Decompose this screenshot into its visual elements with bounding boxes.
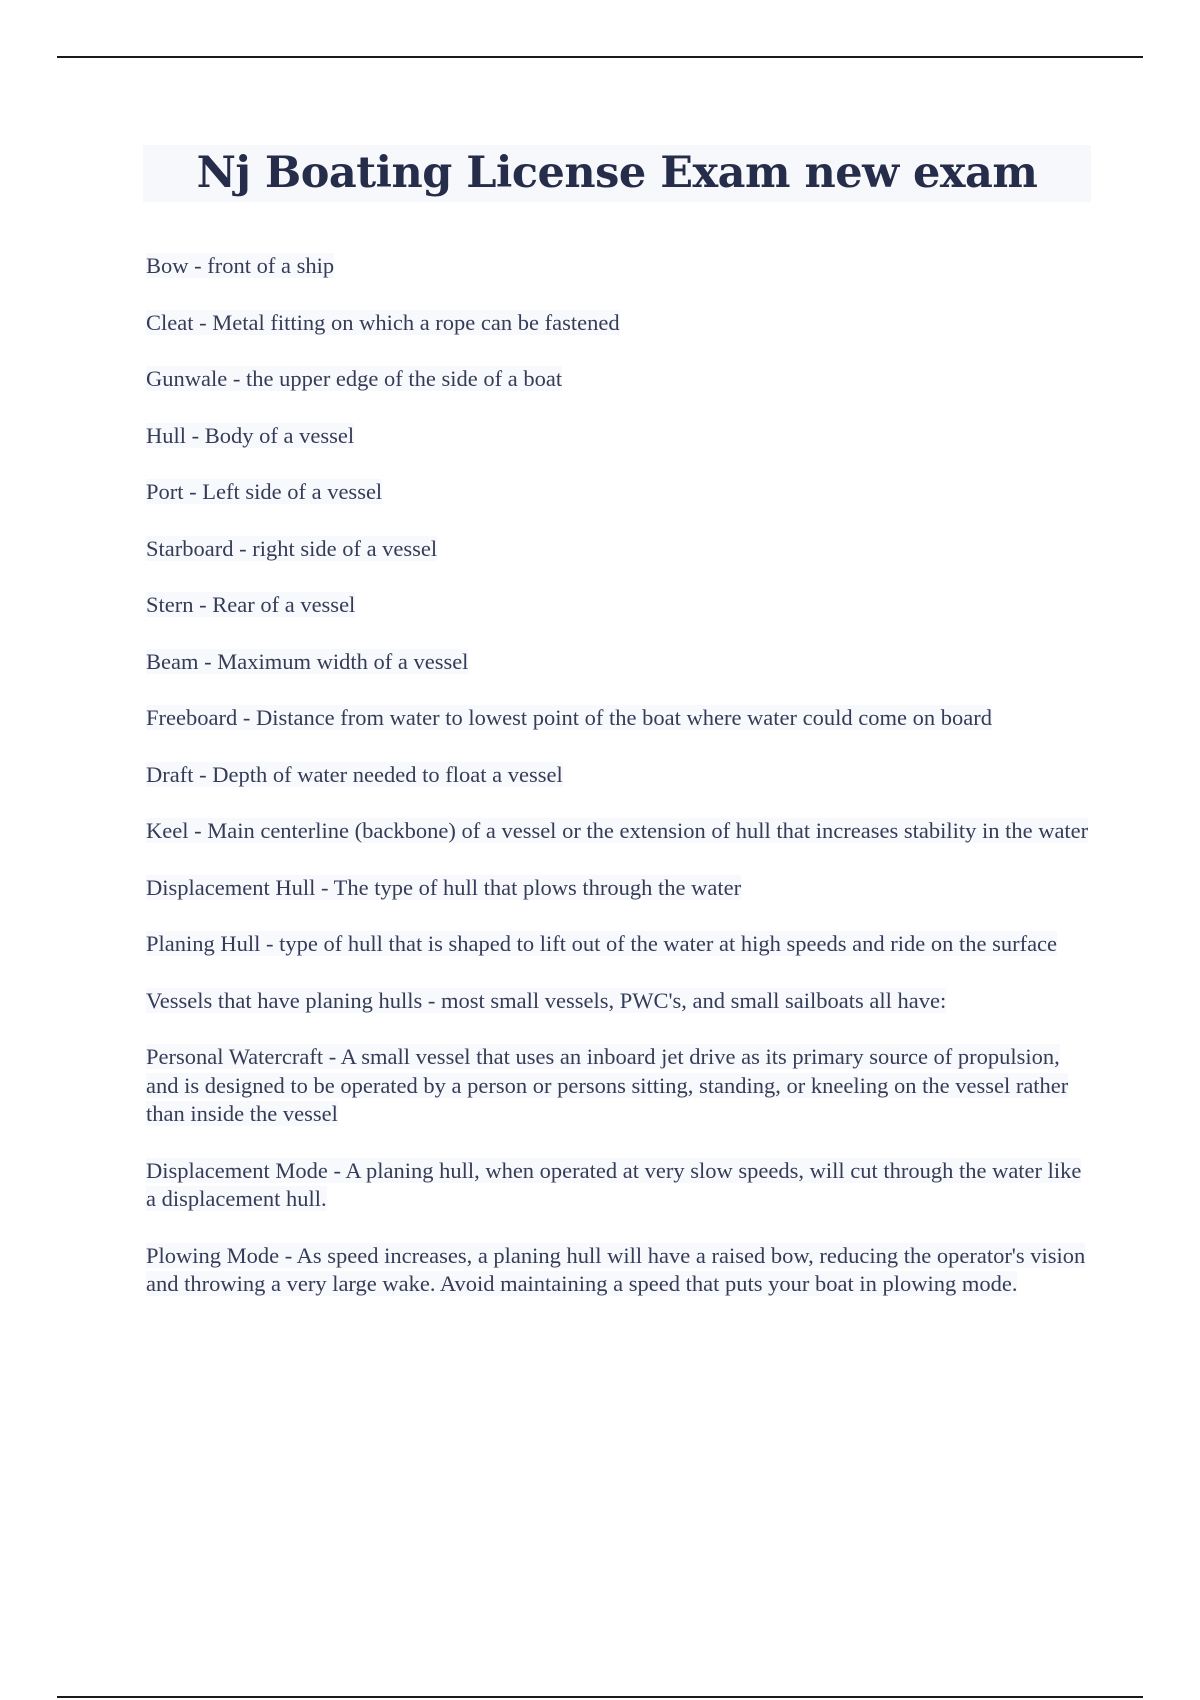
- term-entry-displacement-mode: [146, 1157, 1090, 1214]
- term-entry-beam: [146, 648, 1090, 677]
- term-text: Draft - Depth of water needed to float a vessel: [146, 761, 563, 787]
- title-band: [143, 145, 1091, 202]
- top-rule: [57, 56, 1143, 58]
- term-text: Personal Watercraft - A small vessel that uses an inboard jet drive as its primary source of propulsion, and is designed to be operated by a person or persons sitting, standing, or kneeling on the vessel rather than inside the vessel: [146, 1044, 1069, 1126]
- term-text: Displacement Hull - The type of hull that plows through the water: [146, 874, 742, 900]
- term-text: Gunwale - the upper edge of the side of a boat: [146, 366, 563, 391]
- bottom-rule: [57, 1696, 1143, 1698]
- term-text: Bow - front of a ship: [146, 253, 335, 278]
- term-entry-keel: [146, 817, 1090, 846]
- term-text: Keel - Main centerline (backbone) of a vessel or the extension of hull that increases stability in the water: [146, 818, 1089, 843]
- term-entry-plowing-mode: [146, 1242, 1090, 1299]
- page-title: Nj Boating License Exam new exam: [196, 148, 1038, 198]
- term-entry-freeboard: [146, 704, 1090, 733]
- term-list: [146, 252, 1090, 1327]
- term-text: Freeboard - Distance from water to lowest point of the boat where water could come on board: [146, 705, 992, 730]
- term-entry-planing-hull-vessels: [146, 987, 1090, 1016]
- term-text: Vessels that have planing hulls - most small vessels, PWC's, and small sailboats all have:: [146, 987, 947, 1013]
- term-entry-port: [146, 478, 1090, 507]
- term-entry-bow: [146, 252, 1090, 281]
- term-text: Starboard - right side of a vessel: [146, 535, 438, 561]
- term-entry-draft: [146, 761, 1090, 790]
- term-entry-starboard: [146, 535, 1090, 564]
- term-entry-hull: [146, 422, 1090, 451]
- term-text: Beam - Maximum width of a vessel: [146, 648, 469, 674]
- term-entry-planing-hull: [146, 930, 1090, 959]
- term-text: Stern - Rear of a vessel: [146, 592, 356, 617]
- term-text: Port - Left side of a vessel: [146, 479, 383, 504]
- term-text: Planing Hull - type of hull that is shaped to lift out of the water at high speeds and ride on the surface: [146, 931, 1058, 956]
- term-entry-personal-watercraft: [146, 1043, 1090, 1129]
- term-text: Cleat - Metal fitting on which a rope can be fastened: [146, 309, 620, 335]
- term-text: Hull - Body of a vessel: [146, 422, 355, 448]
- term-entry-stern: [146, 591, 1090, 620]
- term-entry-cleat: [146, 309, 1090, 338]
- term-text: Displacement Mode - A planing hull, when operated at very slow speeds, will cut through the water like a displacement hull.: [146, 1157, 1082, 1211]
- term-entry-gunwale: [146, 365, 1090, 394]
- term-text: Plowing Mode - As speed increases, a planing hull will have a raised bow, reducing the operator's vision and throwing a very large wake. Avoid maintaining a speed that puts your boat in plowing mode.: [146, 1242, 1086, 1296]
- term-entry-displacement-hull: [146, 874, 1090, 903]
